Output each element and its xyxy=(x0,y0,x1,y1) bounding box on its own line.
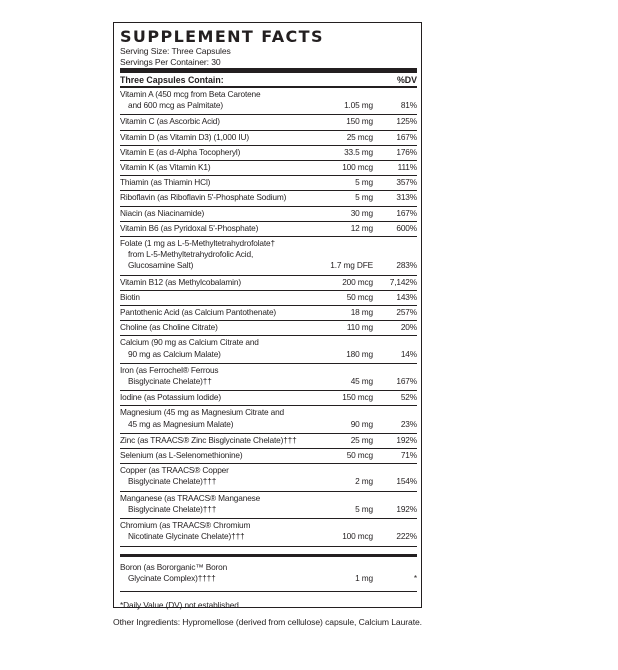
nutrient-dv: 71% xyxy=(400,450,417,461)
nutrient-name xyxy=(120,520,311,542)
nutrient-name-line: Nicotinate Glycinate Chelate)††† xyxy=(128,531,245,542)
nutrient-amount: 18 mg xyxy=(350,307,373,318)
nutrient-name-line: Vitamin A (450 mcg from Beta Carotene xyxy=(120,89,261,99)
nutrient-row xyxy=(120,492,417,519)
nutrient-dv: 192% xyxy=(396,434,417,445)
nutrient-dv: 143% xyxy=(396,291,417,302)
nutrient-dv: 52% xyxy=(400,392,417,403)
panel-title: SUPPLEMENT FACTS xyxy=(120,27,324,46)
nutrient-amount: 25 mcg xyxy=(346,131,373,142)
nutrient-row xyxy=(120,464,417,491)
nutrient-name-line: Iodine (as Potassium Iodide) xyxy=(120,392,221,403)
nutrient-row xyxy=(120,176,417,191)
nutrient-name-line: Biotin xyxy=(120,291,140,302)
nutrient-dv: 176% xyxy=(396,146,417,157)
nutrient-amount: 50 mcg xyxy=(346,450,373,461)
nutrient-name-line: Vitamin E (as d-Alpha Tocopheryl) xyxy=(120,146,241,157)
other-ingredients: Other Ingredients: Hypromellose (derived from cellulose) capsule, Calcium Laurate. xyxy=(113,617,422,627)
nutrient-dv: 283% xyxy=(396,260,417,271)
nutrient-dv: * xyxy=(413,572,417,583)
nutrient-row xyxy=(120,291,417,306)
header-label: Three Capsules Contain: xyxy=(120,75,224,85)
nutrient-name-line: Bisglycinate Chelate)†† xyxy=(128,376,212,387)
nutrient-row xyxy=(120,336,417,363)
nutrient-dv: 14% xyxy=(400,348,417,359)
nutrient-name-line: Vitamin B12 (as Methylcobalamin) xyxy=(120,276,241,287)
nutrient-name xyxy=(120,89,311,111)
nutrient-amount: 1 mg xyxy=(355,572,373,583)
nutrient-name-line: Choline (as Choline Citrate) xyxy=(120,322,218,333)
nutrient-name-line: 90 mg as Calcium Malate) xyxy=(128,348,221,359)
nutrient-table xyxy=(120,88,417,547)
nutrient-amount: 150 mcg xyxy=(342,392,373,403)
nutrient-row xyxy=(120,222,417,237)
nutrient-dv: 23% xyxy=(400,418,417,429)
table-header xyxy=(120,73,417,88)
nutrient-dv: 313% xyxy=(396,192,417,203)
nutrient-amount: 2 mg xyxy=(355,476,373,487)
nutrient-amount: 90 mg xyxy=(350,418,373,429)
nutrient-name xyxy=(120,223,311,234)
header-dv: %DV xyxy=(396,75,417,85)
nutrient-amount: 50 mcg xyxy=(346,291,373,302)
nutrient-name-line: Vitamin K (as Vitamin K1) xyxy=(120,162,211,173)
nutrient-amount: 5 mg xyxy=(355,503,373,514)
nutrient-row xyxy=(120,434,417,449)
nutrient-name xyxy=(120,277,311,288)
nutrient-name-line: Glycinate Complex)†††† xyxy=(128,572,216,583)
nutrient-name-line: Bisglycinate Chelate)††† xyxy=(128,503,217,514)
nutrient-name-line: Zinc (as TRAACS® Zinc Bisglycinate Chelate)††† xyxy=(120,434,297,445)
nutrient-row xyxy=(120,276,417,291)
nutrient-dv: 257% xyxy=(396,307,417,318)
nutrient-name-line: Bisglycinate Chelate)††† xyxy=(128,476,217,487)
nutrient-name-line: Boron (as Bororganic™ Boron xyxy=(120,561,228,572)
nutrient-name-line: Vitamin B6 (as Pyridoxal 5'-Phosphate) xyxy=(120,222,259,233)
nutrient-row xyxy=(120,115,417,130)
nutrient-amount: 12 mg xyxy=(350,222,373,233)
section-divider xyxy=(120,547,417,557)
nutrient-name-line: Manganese (as TRAACS® Manganese xyxy=(120,492,261,503)
nutrient-amount: 1.7 mg DFE xyxy=(330,260,373,271)
nutrient-row xyxy=(120,191,417,206)
nutrient-amount: 110 mg xyxy=(346,322,373,333)
nutrient-name xyxy=(120,292,311,303)
nutrient-name xyxy=(120,407,311,429)
nutrient-name xyxy=(120,392,311,403)
nutrient-name-line: Folate (1 mg as L-5-Methyltetrahydrofolate† xyxy=(120,238,275,249)
nutrient-amount: 45 mg xyxy=(350,376,373,387)
nutrient-row xyxy=(120,391,417,406)
nutrient-name xyxy=(120,493,311,515)
nutrient-row xyxy=(120,161,417,176)
supplement-facts-panel xyxy=(113,22,422,608)
nutrient-name xyxy=(120,177,311,188)
nutrient-name-line: and 600 mcg as Palmitate) xyxy=(128,100,223,111)
nutrient-dv: 20% xyxy=(400,322,417,333)
nutrient-row xyxy=(120,88,417,115)
boron-section xyxy=(120,557,417,587)
nutrient-name xyxy=(120,435,311,446)
nutrient-amount: 5 mg xyxy=(355,177,373,188)
nutrient-name xyxy=(120,192,311,203)
nutrient-name xyxy=(120,337,311,359)
nutrient-dv: 111% xyxy=(397,162,417,173)
servings-per-container: Servings Per Container: 30 xyxy=(120,56,221,67)
nutrient-dv: 600% xyxy=(396,222,417,233)
nutrient-name xyxy=(120,238,311,272)
nutrient-name xyxy=(120,116,311,127)
nutrient-dv: 154% xyxy=(396,476,417,487)
nutrient-amount: 180 mg xyxy=(346,348,373,359)
nutrient-row xyxy=(120,449,417,464)
nutrient-name xyxy=(120,208,311,219)
nutrient-name-line: from L-5-Methyltetrahydrofolic Acid, xyxy=(128,249,254,260)
nutrient-amount: 33.5 mg xyxy=(344,146,373,157)
nutrient-name xyxy=(120,365,311,387)
nutrient-name xyxy=(120,147,311,158)
nutrient-name-line: Thiamin (as Thiamin HCl) xyxy=(120,177,211,188)
nutrient-name-line: Glucosamine Salt) xyxy=(128,260,194,271)
nutrient-dv: 167% xyxy=(396,131,417,142)
nutrient-name-line: Copper (as TRAACS® Copper xyxy=(120,465,229,476)
nutrient-amount: 200 mcg xyxy=(342,276,373,287)
nutrient-name xyxy=(120,562,311,584)
nutrient-row xyxy=(120,131,417,146)
nutrient-name-line: Chromium (as TRAACS® Chromium xyxy=(120,520,251,531)
nutrient-row xyxy=(120,146,417,161)
nutrient-name xyxy=(120,132,311,143)
nutrient-name xyxy=(120,162,311,173)
nutrient-name xyxy=(120,307,311,318)
nutrient-row xyxy=(120,321,417,336)
nutrient-row xyxy=(120,406,417,433)
nutrient-name-line: 45 mg as Magnesium Malate) xyxy=(128,418,234,429)
nutrient-row xyxy=(120,364,417,391)
nutrient-name-line: Vitamin D (as Vitamin D3) (1,000 IU) xyxy=(120,131,249,142)
nutrient-dv: 222% xyxy=(396,531,417,542)
nutrient-dv: 125% xyxy=(396,116,417,127)
nutrient-row xyxy=(120,306,417,321)
footnote: *Daily Value (DV) not established. xyxy=(120,599,241,610)
nutrient-amount: 100 mcg xyxy=(342,162,373,173)
nutrient-dv: 357% xyxy=(396,177,417,188)
nutrient-dv: 7,142% xyxy=(389,276,417,287)
nutrient-name-line: Selenium (as L-Selenomethionine) xyxy=(120,450,243,461)
nutrient-dv: 81% xyxy=(400,100,417,111)
nutrient-name xyxy=(120,450,311,461)
nutrient-name-line: Magnesium (45 mg as Magnesium Citrate and xyxy=(120,407,285,418)
nutrient-amount: 30 mg xyxy=(350,207,373,218)
nutrient-name-line: Iron (as Ferrochel® Ferrous xyxy=(120,364,219,375)
nutrient-name-line: Vitamin C (as Ascorbic Acid) xyxy=(120,116,220,127)
nutrient-amount: 5 mg xyxy=(355,192,373,203)
nutrient-name-line: Pantothenic Acid (as Calcium Pantothenate) xyxy=(120,307,277,318)
nutrient-name-line: Riboflavin (as Riboflavin 5'-Phosphate Sodium) xyxy=(120,192,287,203)
nutrient-amount: 150 mg xyxy=(346,116,373,127)
nutrient-amount: 1.05 mg xyxy=(344,100,373,111)
serving-size: Serving Size: Three Capsules xyxy=(120,46,231,56)
nutrient-row xyxy=(120,237,417,276)
nutrient-name-line: Calcium (90 mg as Calcium Citrate and xyxy=(120,337,259,348)
nutrient-dv: 167% xyxy=(396,207,417,218)
nutrient-row xyxy=(120,207,417,222)
nutrient-row xyxy=(120,557,417,587)
nutrient-name-line: Niacin (as Niacinamide) xyxy=(120,207,205,218)
nutrient-dv: 167% xyxy=(396,376,417,387)
nutrient-row xyxy=(120,519,417,546)
nutrient-amount: 100 mcg xyxy=(342,531,373,542)
nutrient-dv: 192% xyxy=(396,503,417,514)
nutrient-name xyxy=(120,322,311,333)
nutrient-amount: 25 mg xyxy=(350,434,373,445)
nutrient-name xyxy=(120,465,311,487)
